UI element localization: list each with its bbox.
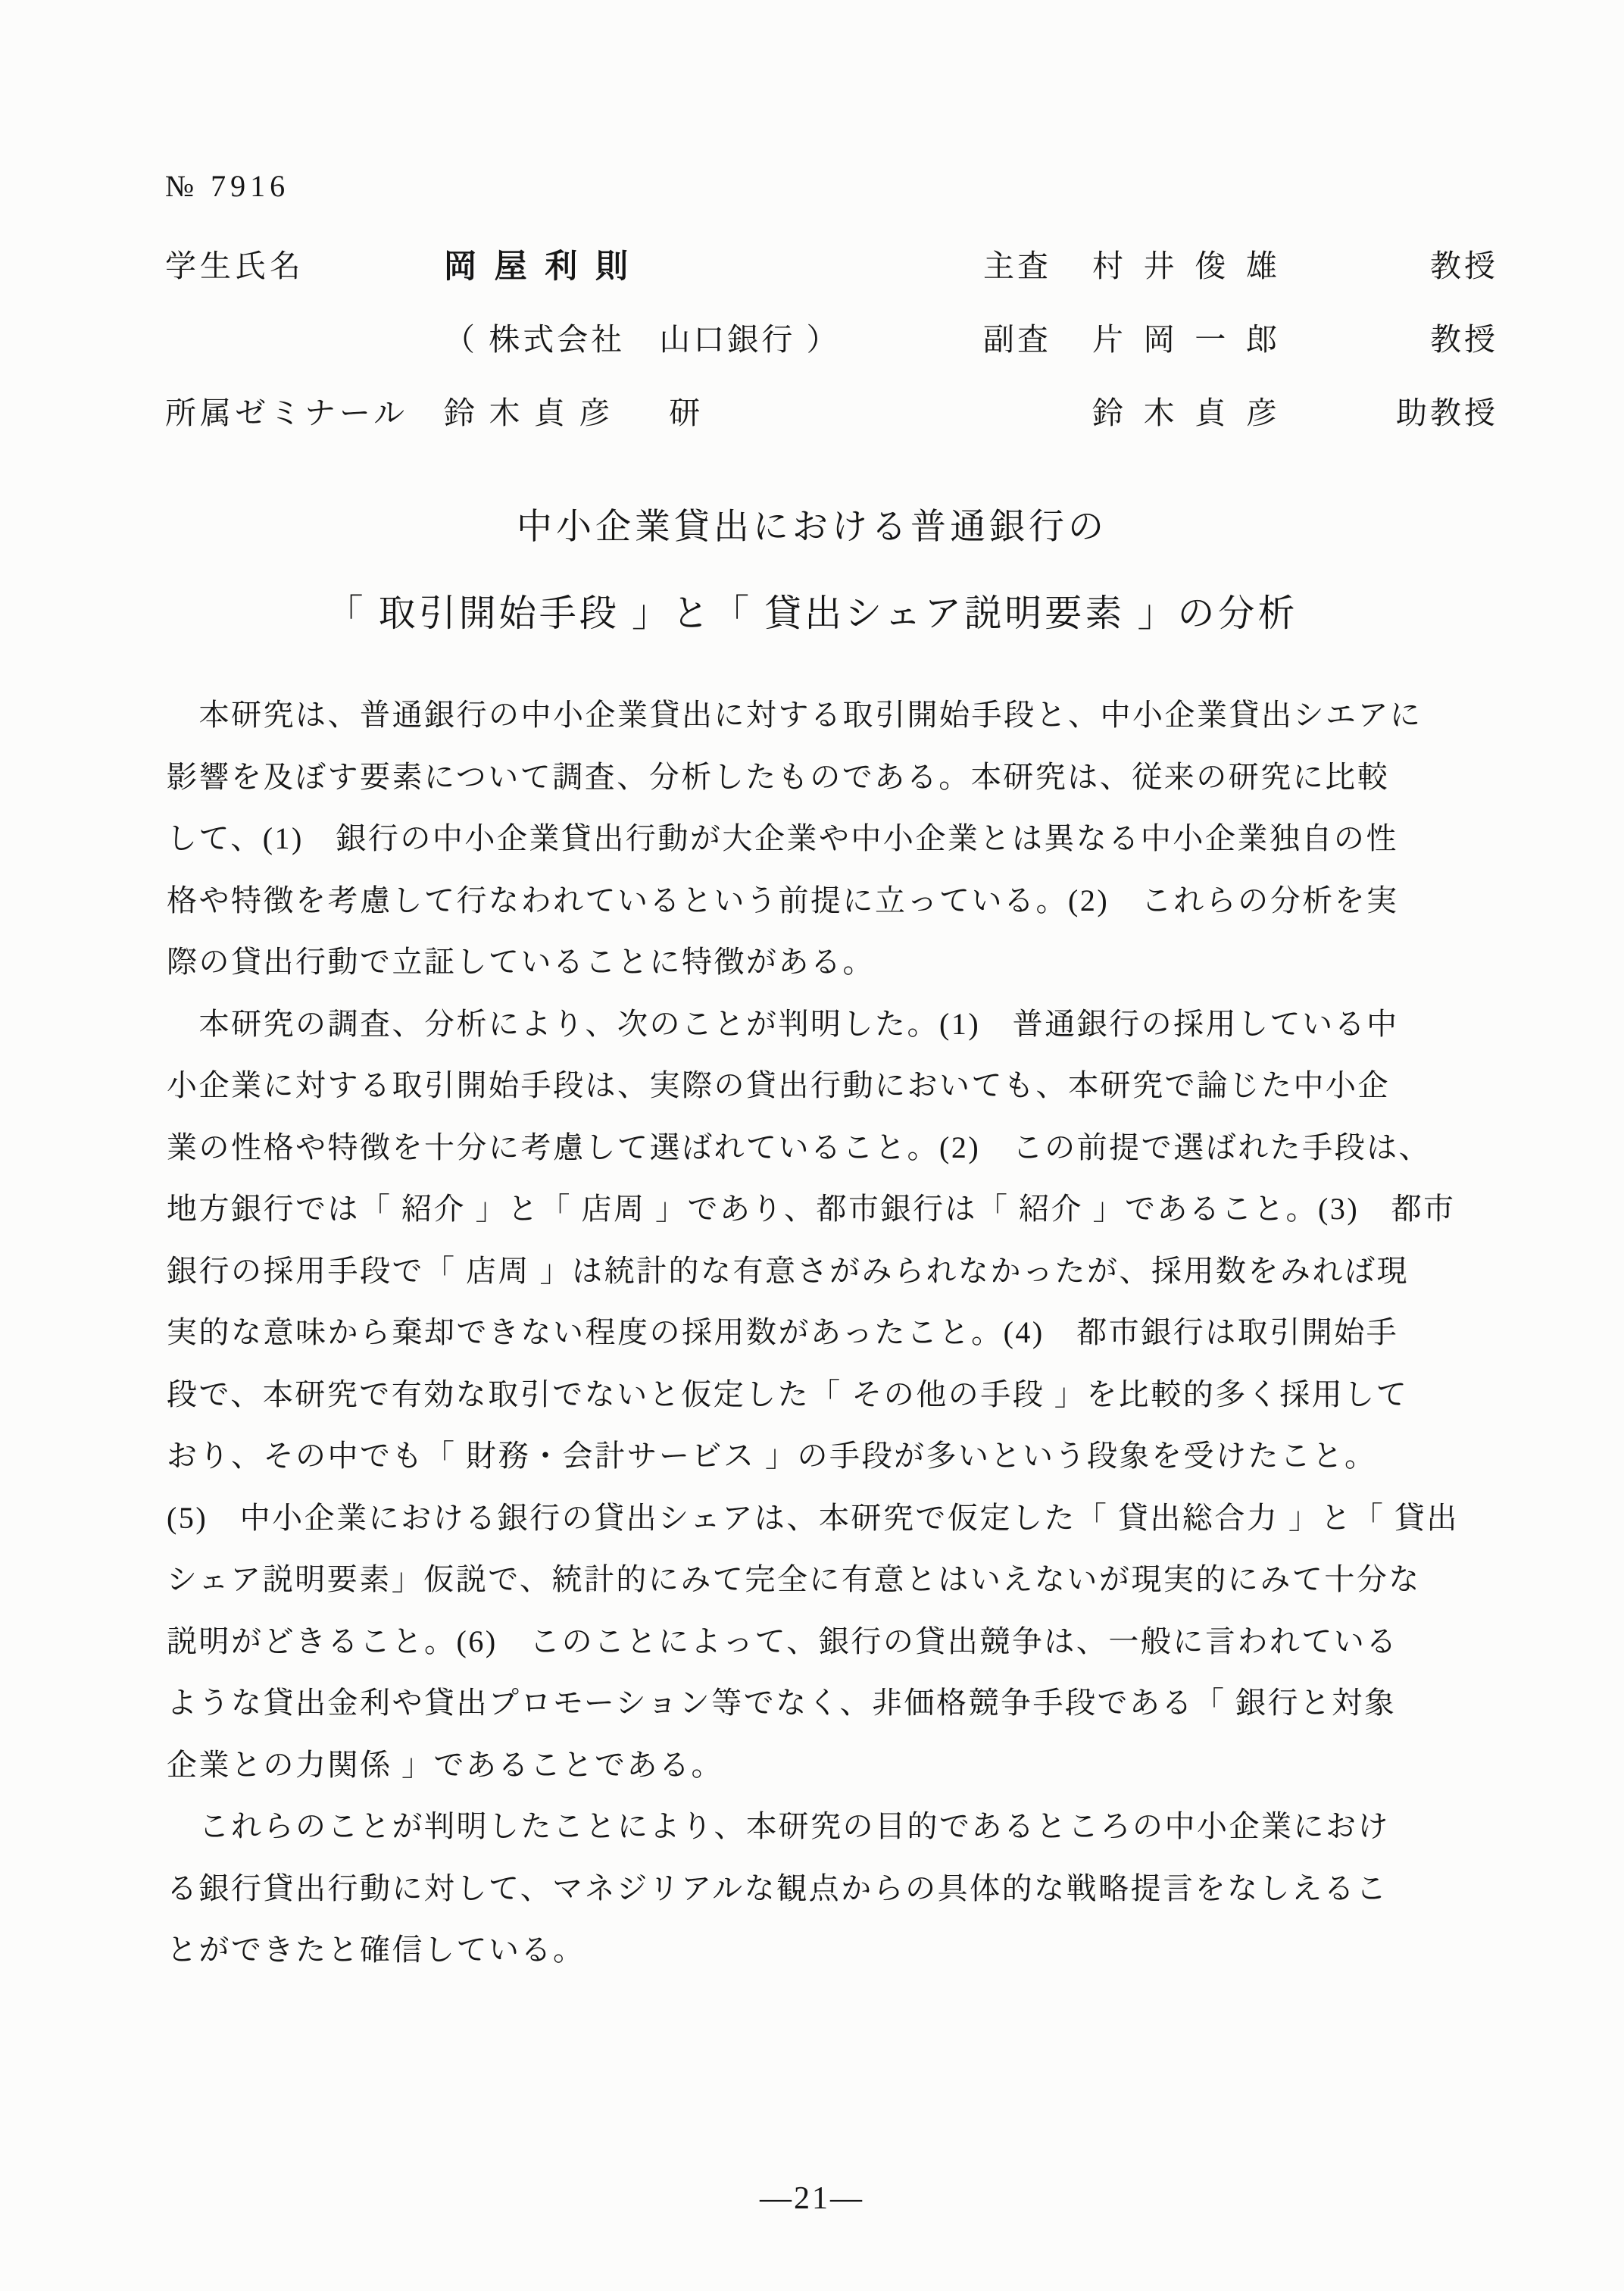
student-name-value: 岡屋利則	[444, 249, 646, 285]
seminar-group	[165, 388, 923, 433]
body-line: して、(1) 銀行の中小企業貸出行動が大企業や中小企業とは異なる中小企業独自の性	[167, 821, 1398, 855]
header-row-affiliation	[165, 314, 1498, 388]
body-line: おり、その中でも「 財務・会計サービス 」の手段が多いという段象を受けたこと。	[167, 1439, 1377, 1473]
examiner-title: 教授	[1430, 322, 1498, 357]
examiner-row-deputy	[983, 314, 1498, 359]
body-line: (5) 中小企業における銀行の貸出シェアは、本研究で仮定した「 貸出総合力 」と「 貸出	[167, 1500, 1459, 1535]
body-line: 企業との力関係 」であることである。	[167, 1747, 723, 1782]
body-line: 格や特徴を考慮して行なわれているという前提に立っている。(2) これらの分析を実	[167, 883, 1399, 917]
examiner-role: 主査	[983, 248, 1051, 283]
examiner-name: 鈴木貞彦	[1092, 395, 1298, 430]
thesis-title	[0, 499, 1624, 637]
page-number: —21—	[760, 2181, 864, 2216]
document-number: № 7916	[165, 169, 290, 203]
body-line: 小企業に対する取引開始手段は、実際の貸出行動においても、本研究で論じた中小企	[167, 1068, 1390, 1102]
student-name-group	[165, 241, 923, 287]
examiner-row-chief	[983, 241, 1498, 286]
header-row-seminar	[165, 388, 1498, 461]
examiner-role	[983, 388, 1074, 433]
body-line: 説明がどきること。(6) このことによって、銀行の貸出競争は、一般に言われている	[167, 1624, 1398, 1658]
seminar-value: 鈴木貞彦 研	[444, 395, 714, 430]
seminar-label: 所属ゼミナール	[165, 395, 409, 430]
affiliation-spacer	[165, 314, 444, 359]
examiner-title: 助教授	[1396, 395, 1498, 430]
body-line: 本研究の調査、分析により、次のことが判明した。(1) 普通銀行の採用している中	[167, 1006, 1399, 1041]
thesis-title-line2: 「 取引開始手段 」と「 貸出シェア説明要素 」の分析	[326, 592, 1298, 634]
body-line: 際の貸出行動で立証していることに特徴がある。	[167, 945, 875, 979]
header-row-student	[165, 241, 1498, 314]
body-line: ような貸出金利や貸出プロモーション等でなく、非価格競争手段である「 銀行と対象	[167, 1686, 1397, 1720]
body-line: シェア説明要素」仮説で、統計的にみて完全に有意とはいえないが現実的にみて十分な	[167, 1562, 1421, 1596]
examiner-role: 副査	[983, 322, 1051, 357]
body-line: 本研究は、普通銀行の中小企業貸出に対する取引開始手段と、中小企業貸出シエアに	[167, 698, 1423, 732]
body-line: 銀行の採用手段で「 店周 」は統計的な有意さがみられなかったが、採用数をみれば現	[167, 1253, 1409, 1288]
affiliation-group	[165, 314, 923, 359]
body-line: 業の性格や特徴を十分に考慮して選ばれていること。(2) この前提で選ばれた手段は、	[167, 1130, 1432, 1164]
abstract-body	[167, 684, 1530, 1981]
body-line: 地方銀行では「 紹介 」と「 店周 」であり、都市銀行は「 紹介 」であること。(3) 都市	[167, 1192, 1456, 1226]
body-line: 段で、本研究で有効な取引でないと仮定した「 その他の手段 」を比較的多く採用して	[167, 1377, 1409, 1411]
body-line: る銀行貸出行動に対して、マネジリアルな観点からの具体的な戦略提言をなしえるこ	[167, 1871, 1388, 1905]
body-line: とができたと確信している。	[167, 1933, 586, 1967]
header	[165, 241, 1498, 461]
body-line: 実的な意味から棄却できない程度の採用数があったこと。(4) 都市銀行は取引開始手	[167, 1315, 1399, 1349]
thesis-title-line1: 中小企業貸出における普通銀行の	[517, 508, 1107, 547]
examiner-title: 教授	[1430, 248, 1498, 283]
examiner-name: 村井俊雄	[1092, 248, 1298, 283]
student-name-label: 学生氏名	[165, 248, 304, 283]
body-line: 影響を及ぼす要素について調査、分析したものである。本研究は、従来の研究に比較	[167, 759, 1390, 794]
examiner-name: 片岡一郎	[1092, 322, 1298, 357]
body-line: これらのことが判明したことにより、本研究の目的であるところの中小企業におけ	[167, 1809, 1390, 1843]
examiner-row-assistant	[983, 388, 1498, 433]
affiliation-value: （ 株式会社 山口銀行 ）	[444, 322, 841, 357]
